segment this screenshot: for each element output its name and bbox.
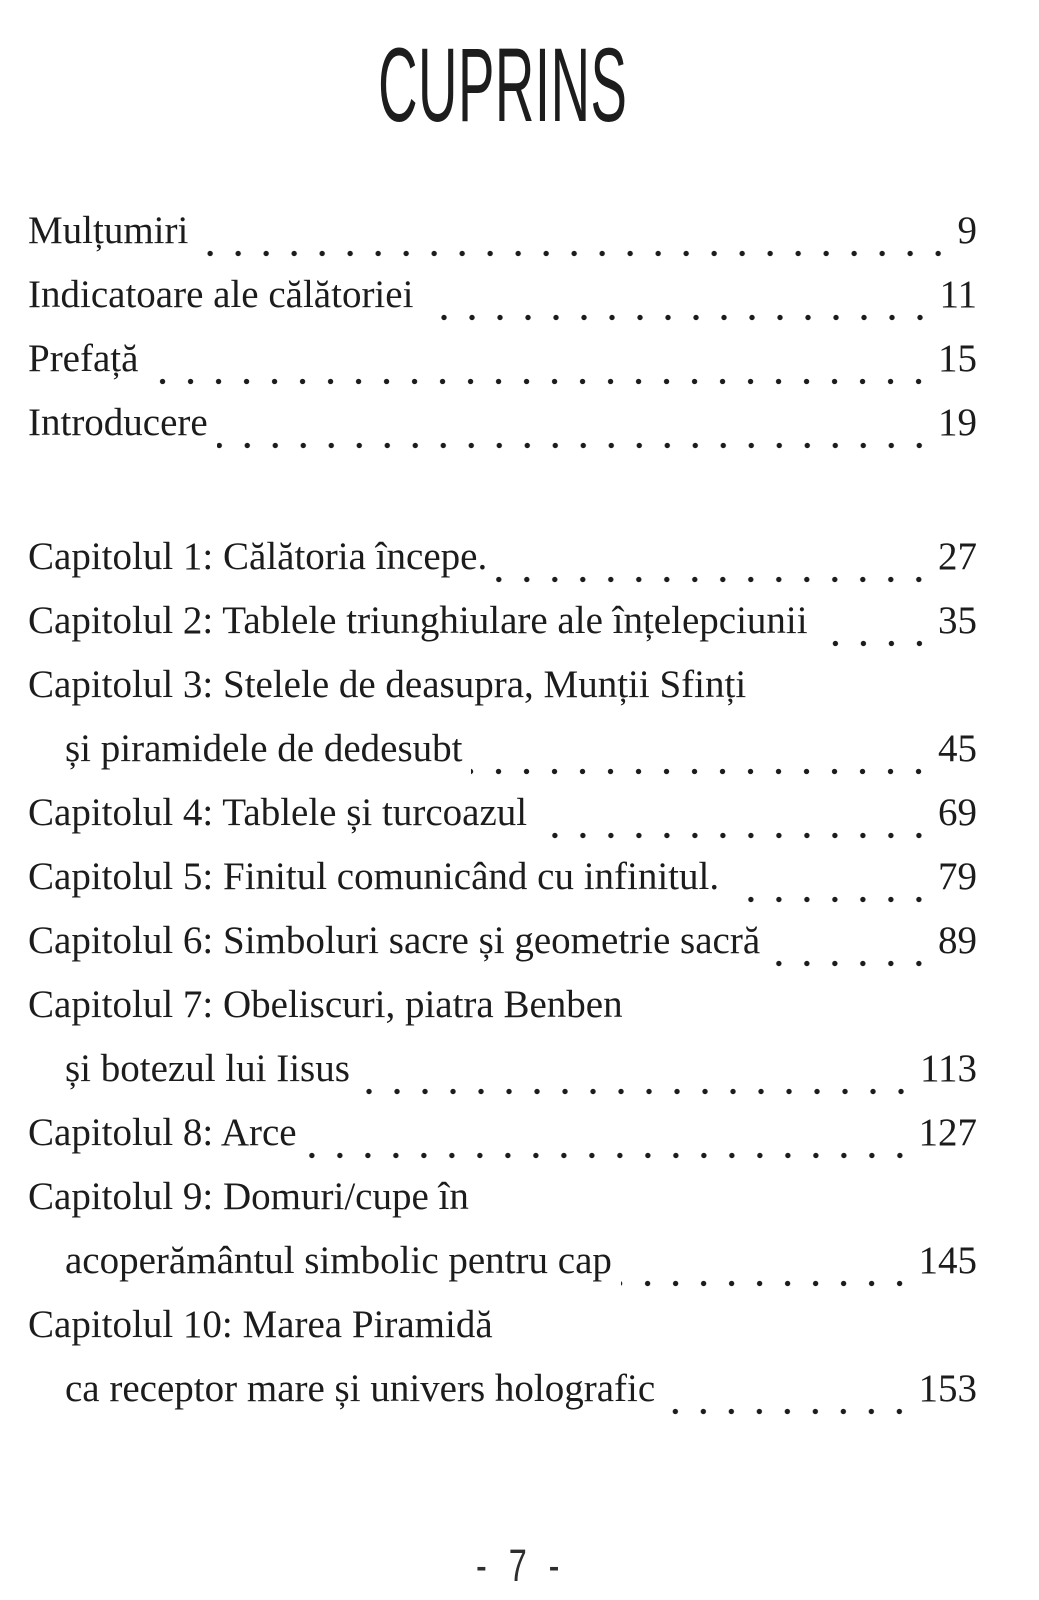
- toc-page-number: 15: [938, 337, 977, 380]
- toc-leader-dots: [422, 272, 936, 336]
- toc-leader-dots: [728, 854, 935, 918]
- toc-leader-dots: [306, 1110, 916, 1174]
- toc-row: [28, 1046, 977, 1110]
- toc-entry: [28, 1110, 977, 1174]
- toc-entry: [28, 336, 977, 400]
- toc-entry: [28, 1174, 977, 1302]
- toc-row: [28, 662, 977, 726]
- toc-page-number: 79: [938, 855, 977, 898]
- toc-entry: [28, 400, 977, 464]
- toc-row: [28, 272, 977, 336]
- toc-entry-label: Prefață: [28, 337, 139, 380]
- toc-entry-label: și botezul lui Iisus: [65, 1047, 350, 1090]
- toc-leader-dots: [817, 598, 935, 662]
- toc-entry: [28, 854, 977, 918]
- toc-entry-label: Capitolul 10: Marea Piramidă: [28, 1303, 493, 1346]
- toc-entry: [28, 272, 977, 336]
- toc-leader-dots: [471, 726, 935, 790]
- toc-entry-label: Introducere: [28, 401, 208, 444]
- table-of-contents: [28, 208, 977, 1430]
- toc-entry-label: Indicatoare ale călătoriei: [28, 273, 414, 316]
- toc-entry-label: Capitolul 4: Tablele și turcoazul: [28, 791, 528, 834]
- page-footer: [0, 1540, 1039, 1591]
- toc-entry-label: Capitolul 6: Simboluri sacre și geometrie sacră: [28, 919, 761, 962]
- folio-number: - 7 -: [475, 1540, 564, 1591]
- toc-row: [28, 854, 977, 918]
- toc-leader-dots: [217, 400, 935, 464]
- toc-page-number: 127: [918, 1111, 977, 1154]
- toc-leader-dots: [359, 1046, 917, 1110]
- toc-leader-dots: [664, 1366, 915, 1430]
- toc-row: [28, 726, 977, 790]
- page-title-text: CUPRINS: [377, 27, 628, 144]
- toc-row: [28, 1302, 977, 1366]
- toc-entry-label: acoperământul simbolic pentru cap: [65, 1239, 612, 1282]
- toc-page-number: 113: [919, 1047, 977, 1090]
- toc-page-number: 9: [957, 209, 977, 252]
- toc-entry-label: Mulțumiri: [28, 209, 189, 252]
- toc-entry: [28, 662, 977, 790]
- toc-page-number: 27: [938, 535, 977, 578]
- toc-row: [28, 790, 977, 854]
- toc-entry-label: Capitolul 2: Tablele triunghiulare ale înțelepciunii: [28, 599, 808, 642]
- toc-page-number: 19: [938, 401, 977, 444]
- toc-page-number: 45: [938, 727, 977, 770]
- page-title: [28, 27, 977, 144]
- toc-entry-label: Capitolul 7: Obeliscuri, piatra Benben: [28, 983, 623, 1026]
- toc-row: [28, 1110, 977, 1174]
- toc-entry: [28, 982, 977, 1110]
- toc-row: [28, 208, 977, 272]
- toc-leader-dots: [197, 208, 954, 272]
- toc-page-number: 89: [938, 919, 977, 962]
- toc-leader-dots: [147, 336, 935, 400]
- toc-page-number: 153: [918, 1367, 977, 1410]
- toc-entry: [28, 1302, 977, 1430]
- toc-leader-dots: [621, 1238, 916, 1302]
- toc-row: [28, 534, 977, 598]
- toc-entry-label: Capitolul 9: Domuri/cupe în: [28, 1175, 469, 1218]
- toc-entry-label: Capitolul 1: Călătoria începe.: [28, 535, 488, 578]
- toc-entry: [28, 598, 977, 662]
- toc-page-number: 145: [918, 1239, 977, 1282]
- toc-entry-label: Capitolul 5: Finitul comunicând cu infinitul.: [28, 855, 720, 898]
- toc-row: [28, 918, 977, 982]
- toc-row: [28, 336, 977, 400]
- toc-entry: [28, 534, 977, 598]
- toc-entry-label: și piramidele de dedesubt: [65, 727, 463, 770]
- toc-leader-dots: [536, 790, 935, 854]
- toc-row: [28, 1174, 977, 1238]
- toc-row: [28, 598, 977, 662]
- toc-entry: [28, 208, 977, 272]
- toc-page-number: 69: [938, 791, 977, 834]
- toc-entry: [28, 918, 977, 982]
- toc-entry-label: Capitolul 3: Stelele de deasupra, Munții Sfinți: [28, 663, 747, 706]
- toc-leader-dots: [769, 918, 935, 982]
- toc-page-number: 35: [938, 599, 977, 642]
- toc-entry: [28, 790, 977, 854]
- toc-leader-dots: [496, 534, 935, 598]
- toc-entry-label: Capitolul 8: Arce: [28, 1111, 297, 1154]
- toc-row: [28, 982, 977, 1046]
- toc-row: [28, 400, 977, 464]
- toc-entry-label: ca receptor mare și univers holografic: [65, 1367, 656, 1410]
- toc-page-number: 11: [939, 273, 977, 316]
- toc-row: [28, 1238, 977, 1302]
- toc-row: [28, 1366, 977, 1430]
